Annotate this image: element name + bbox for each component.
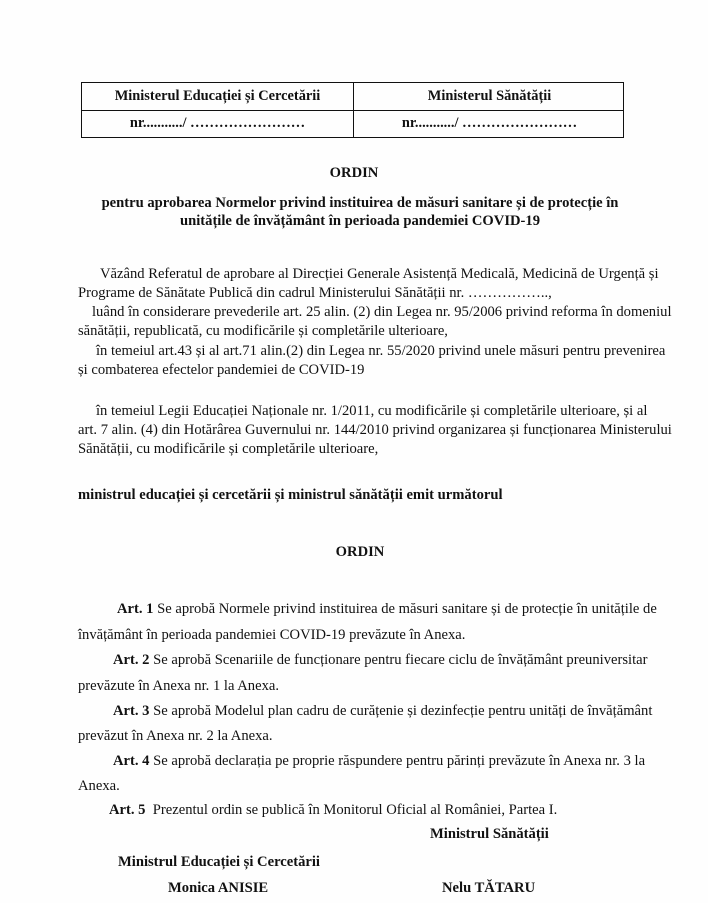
article-3-text: Se aprobă Modelul plan cadru de curățenie și dezinfecție pentru unități de învățământ (149, 703, 653, 719)
article-1-label: Art. 1 (117, 601, 154, 617)
order-heading: ORDIN (329, 165, 379, 181)
table-divider-horizontal (82, 110, 623, 111)
article-4-label: Art. 4 (113, 753, 150, 769)
health-ministry-cell: Ministerul Sănătății (427, 88, 552, 104)
education-number-cell: nr.........../ …………………… (129, 115, 306, 131)
preamble-paragraph-2-line-1: luând în considerare prevederile art. 25 alin. (2) din Legea nr. 95/2006 privind reforma în domeniul (92, 304, 672, 320)
order-subtitle-line-1: pentru aprobarea Normelor privind instituirea de măsuri sanitare și de protecție în (101, 195, 619, 211)
preamble-paragraph-2-line-2: sănătății, republicată, cu modificările și completările ulterioare, (78, 323, 448, 339)
preamble-paragraph-3-line-2: și combaterea efectelor pandemiei de COVID-19 (78, 362, 365, 378)
article-3-label: Art. 3 (113, 703, 150, 719)
preamble-paragraph-4-line-3: Sănătății, cu modificările și completările ulterioare, (78, 441, 379, 457)
article-3-line-1 (113, 702, 652, 720)
article-2-text: Se aprobă Scenariile de funcționare pentru fiecare ciclu de învățământ preuniversitar (149, 652, 648, 668)
education-minister-title: Ministrul Educației și Cercetării (118, 854, 320, 870)
article-1-line-1 (117, 600, 657, 618)
article-2-line-1 (113, 651, 647, 669)
education-ministry-cell: Ministerul Educației și Cercetării (114, 88, 321, 104)
article-3-line-2: prevăzut în Anexa nr. 2 la Anexa. (78, 728, 273, 744)
article-5-text: Prezentul ordin se publică în Monitorul Oficial al României, Partea I. (145, 802, 558, 818)
preamble-paragraph-4-line-1: în temeiul Legii Educației Naționale nr. 1/2011, cu modificările și completările ulterioare, și al (96, 403, 648, 419)
health-minister-name: Nelu TĂTARU (442, 880, 536, 896)
article-1-line-2: învățământ în perioada pandemiei COVID-19 prevăzute în Anexa. (78, 627, 466, 643)
article-1-text: Se aprobă Normele privind instituirea de măsuri sanitare și de protecție în unitățile de (153, 601, 657, 617)
preamble-paragraph-4-line-2: art. 7 alin. (4) din Hotărârea Guvernului nr. 144/2010 privind organizarea și funcționarea Ministerului (78, 422, 672, 438)
article-4-line-2: Anexa. (78, 778, 120, 794)
issuers-statement: ministrul educației și cercetării și ministrul sănătății emit următorul (78, 487, 503, 503)
article-2-line-2: prevăzute în Anexa nr. 1 la Anexa. (78, 678, 279, 694)
article-5-label: Art. 5 (109, 802, 146, 818)
health-number-cell: nr.........../ …………………… (401, 115, 578, 131)
article-4-line-1 (113, 752, 645, 770)
article-4-text: Se aprobă declarația pe proprie răspundere pentru părinți prevăzute în Anexa nr. 3 la (149, 753, 646, 769)
preamble-paragraph-1-line-1: Văzând Referatul de aprobare al Direcției Generale Asistență Medicală, Medicină de Urgență și (100, 266, 659, 282)
education-minister-name: Monica ANISIE (168, 880, 269, 896)
preamble-paragraph-3-line-1: în temeiul art.43 și al art.71 alin.(2) din Legea nr. 55/2020 privind unele măsuri pentru prevenirea (96, 343, 666, 359)
health-minister-title: Ministrul Sănătății (430, 826, 549, 842)
article-5-line-1 (109, 801, 557, 819)
order-subtitle-line-2: unitățile de învățământ în perioada pandemiei COVID-19 (180, 213, 540, 229)
ministries-header-table (81, 82, 624, 138)
article-2-label: Art. 2 (113, 652, 150, 668)
preamble-paragraph-1-line-2: Programe de Sănătate Publică din cadrul Ministerului Sănătății nr. …………….., (78, 285, 552, 301)
order-heading-2: ORDIN (335, 544, 385, 560)
